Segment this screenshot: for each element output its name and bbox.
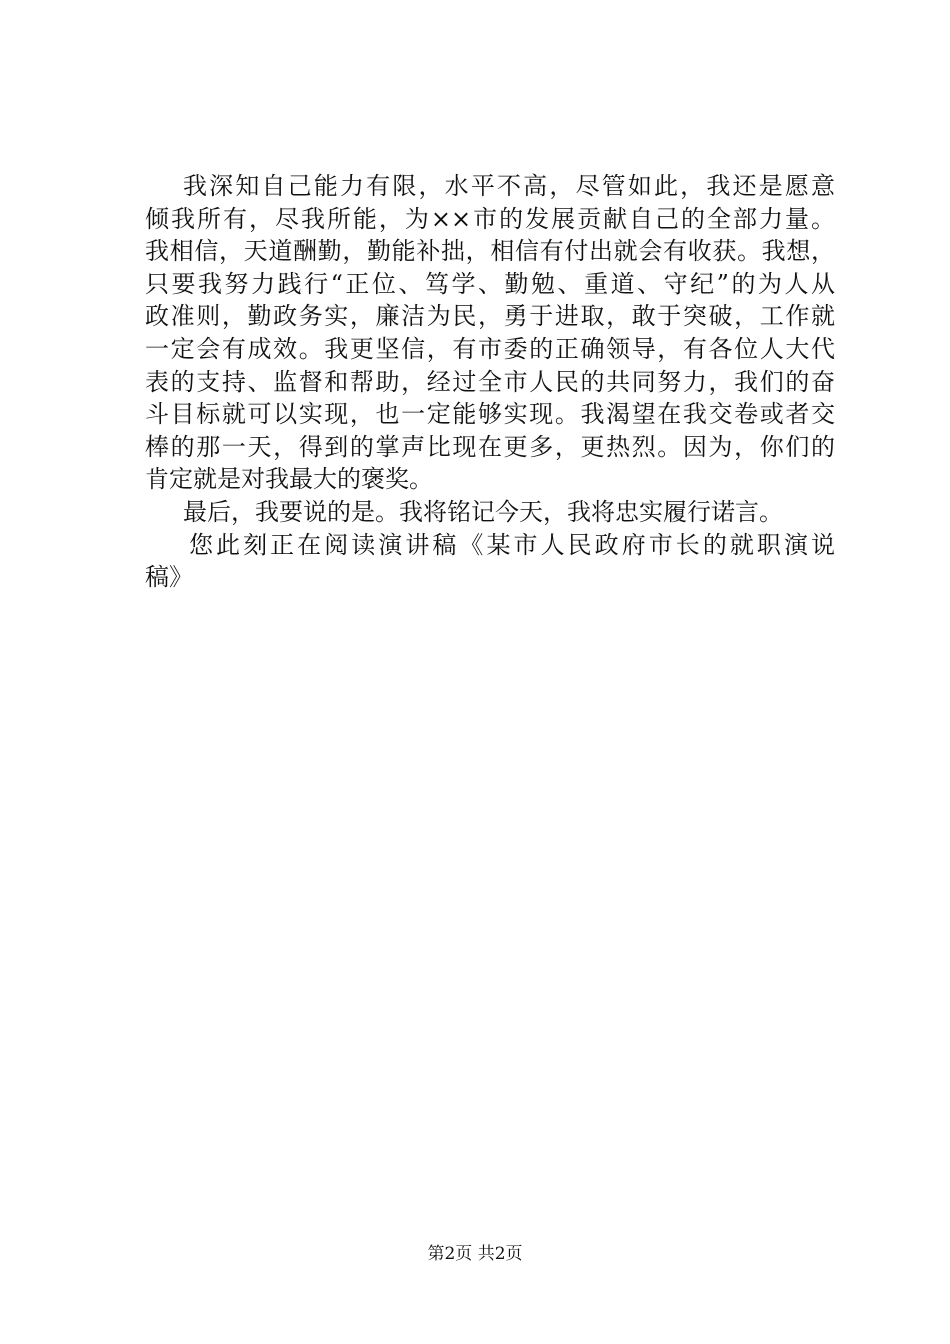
- closing-paragraph: 最后，我要说的是。我将铭记今天，我将忠实履行诺言。: [183, 497, 783, 526]
- paragraph-line: 我相信，天道酬勤，勤能补拙，相信有付出就会有收获。我想，: [145, 237, 835, 266]
- paragraph-line: 只要我努力践行“正位、笃学、勤勉、重道、守纪”的为人从: [145, 269, 835, 298]
- paragraph-line: 政准则，勤政务实，廉洁为民，勇于进取，敢于突破，工作就: [145, 302, 835, 331]
- page-number-footer: 第2页 共2页: [427, 1244, 523, 1264]
- reading-notice-line: 稿》: [145, 563, 193, 592]
- paragraph-line: 一定会有成效。我更坚信，有市委的正确领导，有各位人大代: [145, 334, 835, 363]
- paragraph-line: 斗目标就可以实现，也一定能够实现。我渴望在我交卷或者交: [145, 400, 835, 429]
- paragraph-line: 我深知自己能力有限，水平不高，尽管如此，我还是愿意: [183, 172, 835, 200]
- paragraph-line: 表的支持、监督和帮助，经过全市人民的共同努力，我们的奋: [145, 367, 835, 396]
- reading-notice-line: 您此刻正在阅读演讲稿《某市人民政府市长的就职演说: [189, 530, 835, 559]
- document-body: [145, 170, 835, 594]
- paragraph-line: 肯定就是对我最大的褒奖。: [145, 465, 433, 494]
- paragraph-line: 倾我所有，尽我所能，为××市的发展贡献自己的全部力量。: [145, 204, 835, 233]
- paragraph-line: 棒的那一天，得到的掌声比现在更多，更热烈。因为，你们的: [145, 432, 835, 461]
